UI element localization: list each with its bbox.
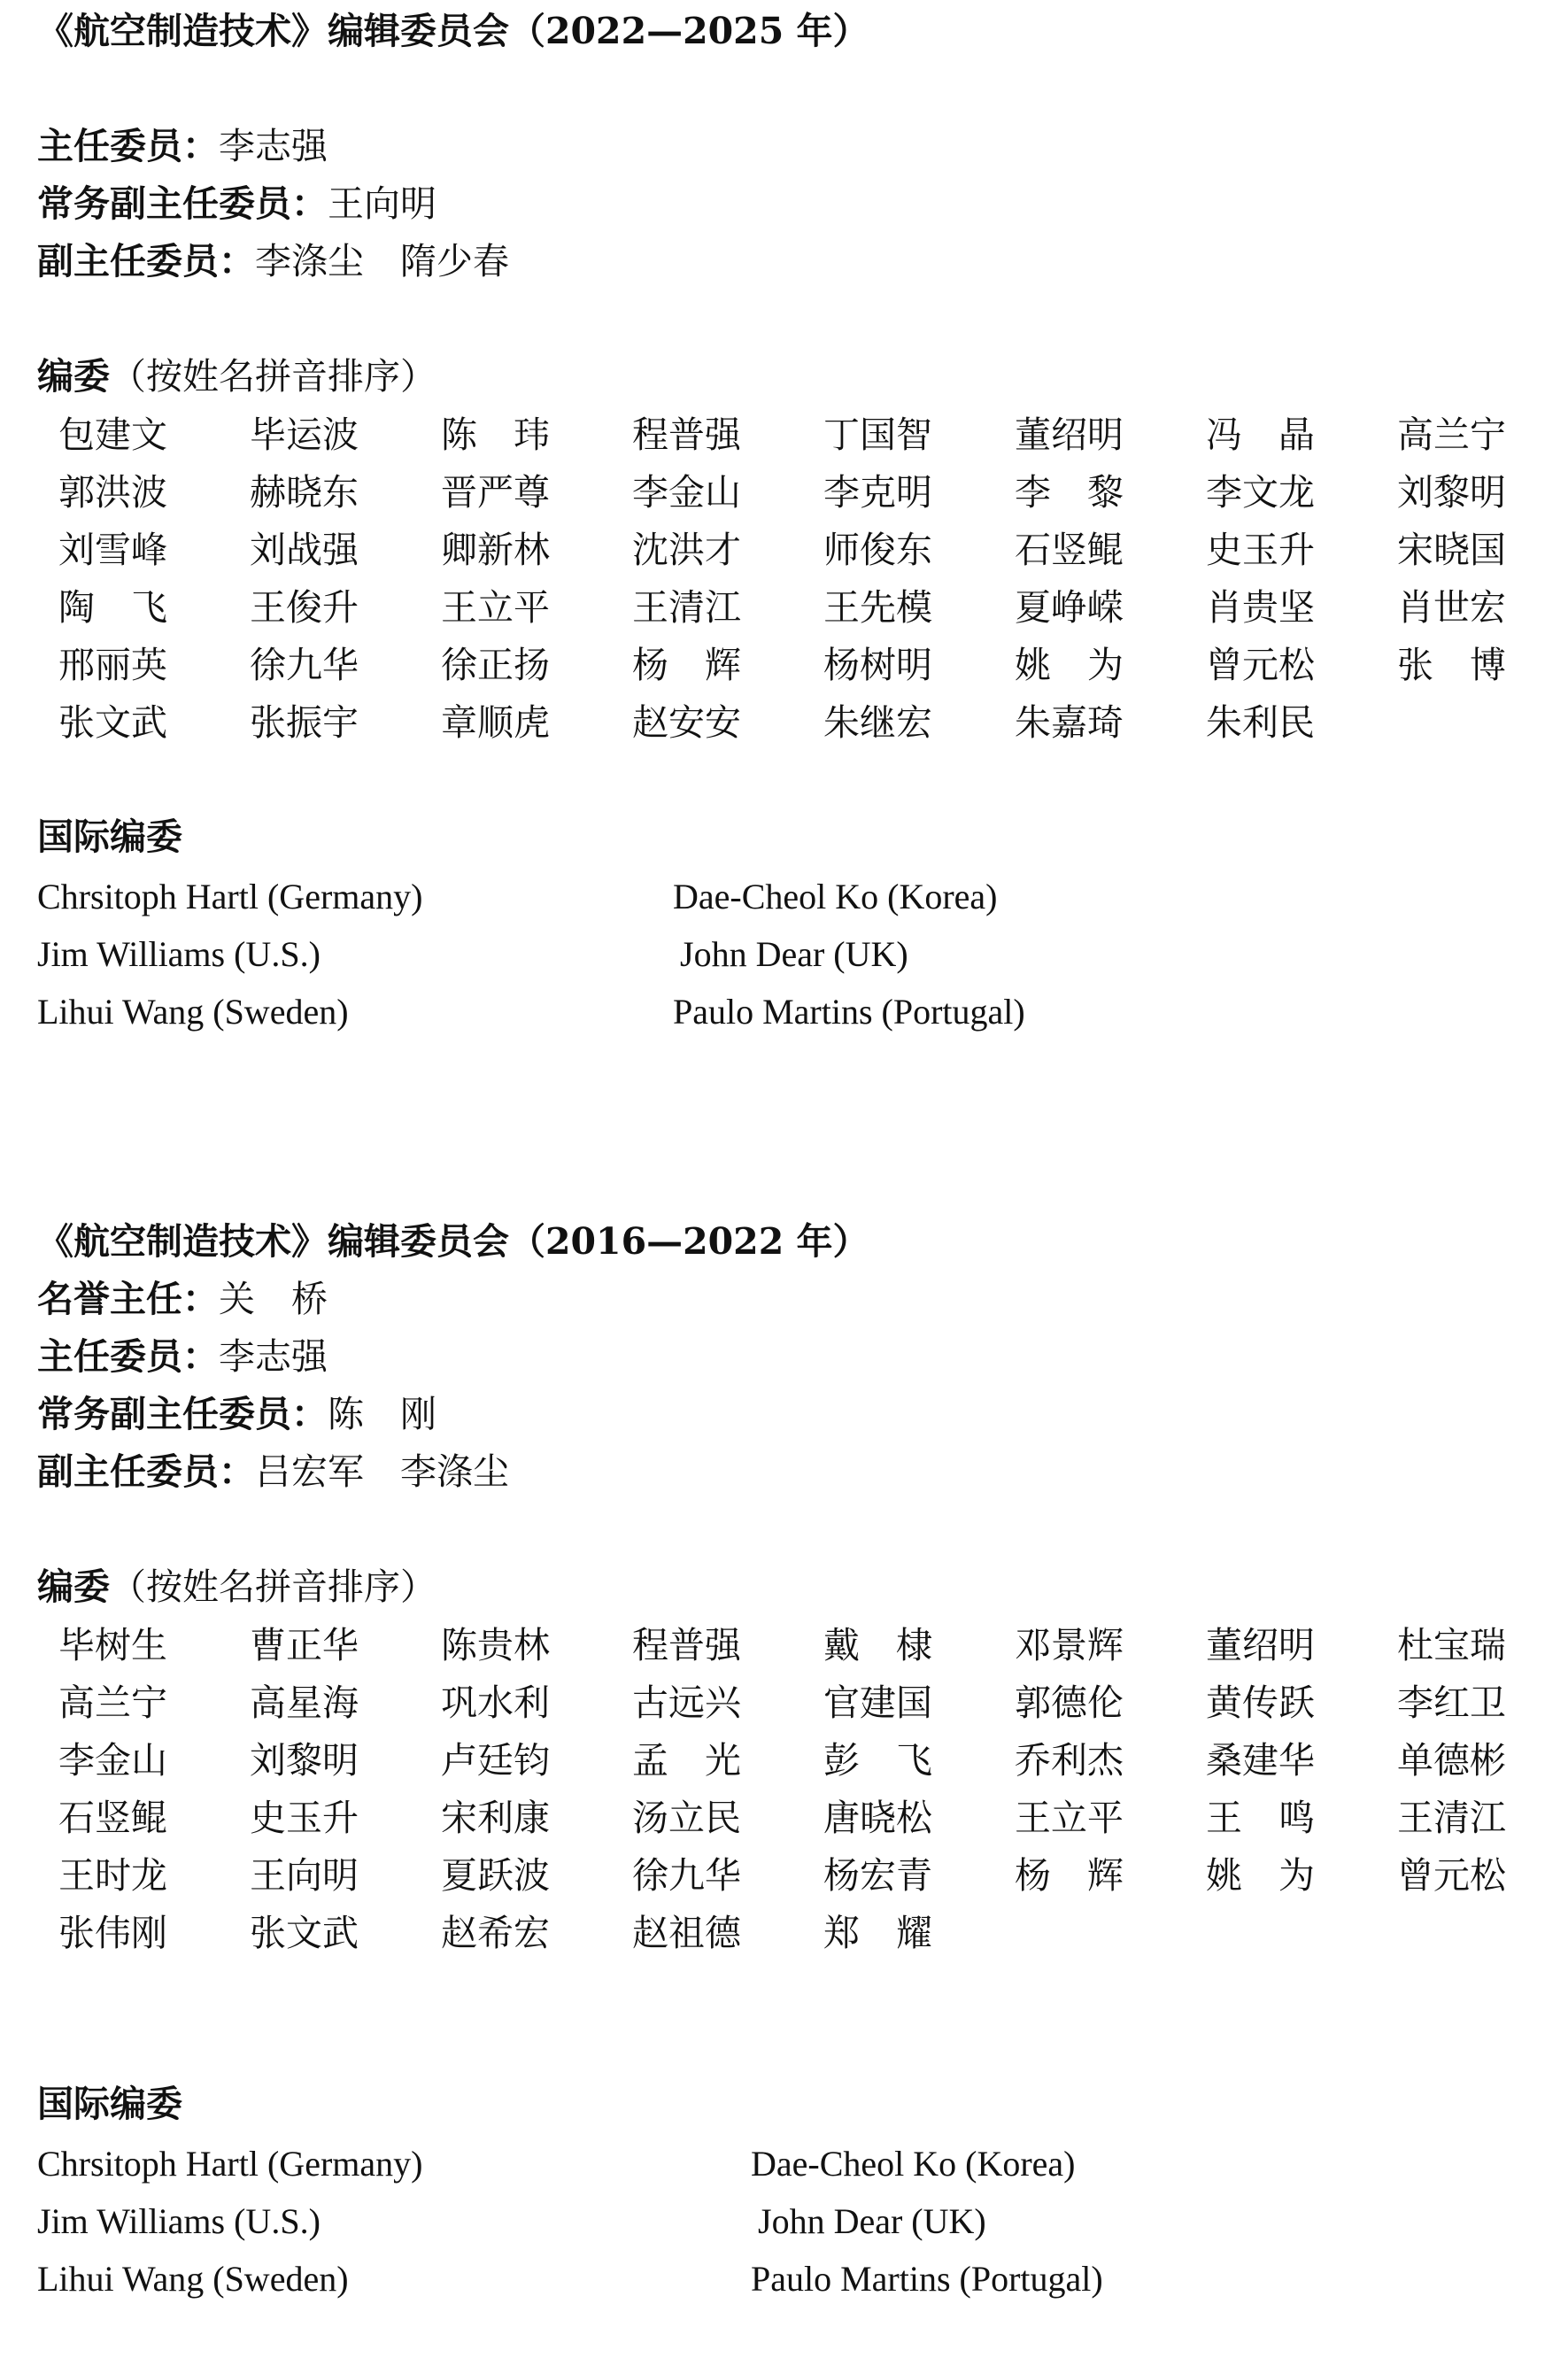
- role-value: 李志强: [219, 125, 328, 167]
- board-member: 朱嘉琦: [1015, 701, 1124, 744]
- intl-member: Paulo Martins (Portugal): [673, 992, 1025, 1032]
- board-member: 王 鸣: [1206, 1797, 1315, 1839]
- board-member: 晋严尊: [441, 471, 550, 514]
- board-member: 李克明: [823, 471, 932, 514]
- board-member: 史玉升: [250, 1797, 359, 1839]
- board-member: 陈 玮: [441, 414, 550, 456]
- intl-member: Jim Williams (U.S.): [37, 2201, 321, 2241]
- board-member: 高星海: [250, 1682, 359, 1724]
- role-label: 主任委员：: [37, 1335, 219, 1378]
- board-member: 戴 棣: [823, 1624, 932, 1666]
- section2-board-heading: [37, 1565, 436, 1609]
- board-note: （按姓名拼音排序）: [110, 355, 436, 398]
- board-member: 刘雪峰: [58, 529, 167, 571]
- role-value: 李涤尘 隋少春: [255, 240, 509, 282]
- intl-member: John Dear (UK): [758, 2201, 986, 2241]
- board-member: 乔利杰: [1015, 1739, 1124, 1782]
- board-member: 王俊升: [250, 586, 359, 629]
- board-member: 冯 晶: [1206, 414, 1315, 456]
- board-member: 刘战强: [250, 529, 359, 571]
- board-member: 张 博: [1397, 644, 1506, 686]
- section2-title: 《航空制造技术》编辑委员会（2016—2022 年）: [37, 1220, 869, 1263]
- section1-title: 《航空制造技术》编辑委员会（2022—2025 年）: [37, 10, 869, 52]
- board-label: 编委: [37, 355, 110, 398]
- board-label: 编委: [37, 1566, 110, 1608]
- intl-row: [37, 925, 908, 983]
- board-member: 肖贵坚: [1206, 586, 1315, 629]
- board-member: 邓景辉: [1015, 1624, 1124, 1666]
- board-member: 郭德伦: [1015, 1682, 1124, 1724]
- board-member: 沈洪才: [632, 529, 741, 571]
- board-member: 杜宝瑞: [1397, 1624, 1506, 1666]
- board-member: 王立平: [441, 586, 550, 629]
- board-member: 程普强: [632, 414, 741, 456]
- role-value: 关 桥: [219, 1278, 328, 1320]
- board-member: 杨 辉: [632, 644, 741, 686]
- board-member: 杨 辉: [1015, 1854, 1124, 1897]
- intl-row: [37, 2250, 1103, 2308]
- board-member: 毕树生: [58, 1624, 167, 1666]
- intl-member: Dae-Cheol Ko (Korea): [751, 2144, 1076, 2184]
- intl-member: Lihui Wang (Sweden): [37, 2259, 349, 2299]
- intl-row: [37, 2135, 1076, 2192]
- board-member: 朱继宏: [823, 701, 932, 744]
- board-member: 汤立民: [632, 1797, 741, 1839]
- board-member: 张文武: [250, 1912, 359, 1954]
- board-member: 姚 为: [1206, 1854, 1315, 1897]
- board-member: 董绍明: [1015, 414, 1124, 456]
- board-member: 陈贵林: [441, 1624, 550, 1666]
- role-label: 主任委员：: [37, 125, 219, 167]
- board-member: 高兰宁: [58, 1682, 167, 1724]
- section2-intl-heading: 国际编委: [37, 2083, 182, 2125]
- intl-row: [37, 2192, 986, 2250]
- board-member: 桑建华: [1206, 1739, 1315, 1782]
- board-member: 彭 飞: [823, 1739, 932, 1782]
- intl-member: John Dear (UK): [680, 934, 908, 974]
- section1-intl-heading: 国际编委: [37, 816, 182, 858]
- board-member: 王时龙: [58, 1854, 167, 1897]
- role-label: 常务副主任委员：: [37, 182, 328, 225]
- board-member: 杨宏青: [823, 1854, 932, 1897]
- role-value: 李志强: [219, 1335, 328, 1378]
- board-member: 孟 光: [632, 1739, 741, 1782]
- intl-member: Chrsitoph Hartl (Germany): [37, 2144, 423, 2184]
- board-member: 刘黎明: [250, 1739, 359, 1782]
- board-member: 包建文: [58, 414, 167, 456]
- role-label: 副主任委员：: [37, 240, 255, 282]
- board-member: 杨树明: [823, 644, 932, 686]
- section1-intl-list: [37, 868, 1025, 1040]
- role-value: 吕宏军 李涤尘: [255, 1450, 509, 1493]
- board-note: （按姓名拼音排序）: [110, 1566, 436, 1608]
- board-member: 王向明: [250, 1854, 359, 1897]
- board-member: 宋利康: [441, 1797, 550, 1839]
- board-member: 徐九华: [250, 644, 359, 686]
- role-label: 副主任委员：: [37, 1450, 255, 1493]
- section2-board-list: [58, 1617, 1568, 1962]
- board-member: 李文龙: [1206, 471, 1315, 514]
- section1-role-executive-deputy: [37, 182, 436, 226]
- board-member: 曹正华: [250, 1624, 359, 1666]
- board-member: 官建国: [823, 1682, 932, 1724]
- role-label: 常务副主任委员：: [37, 1393, 328, 1435]
- section1-role-director: [37, 124, 328, 168]
- board-member: 黄传跃: [1206, 1682, 1315, 1724]
- board-member: 石竖鲲: [1015, 529, 1124, 571]
- board-member: 石竖鲲: [58, 1797, 167, 1839]
- section1-role-deputy: [37, 239, 509, 283]
- board-member: 卢廷钧: [441, 1739, 550, 1782]
- board-member: 毕运波: [250, 414, 359, 456]
- board-member: 王先模: [823, 586, 932, 629]
- board-member: 赵希宏: [441, 1912, 550, 1954]
- board-member: 徐正扬: [441, 644, 550, 686]
- board-member: 邢丽英: [58, 644, 167, 686]
- board-member: 李金山: [58, 1739, 167, 1782]
- board-member: 张文武: [58, 701, 167, 744]
- section2-role-executive-deputy: [37, 1392, 436, 1436]
- board-member: 徐九华: [632, 1854, 741, 1897]
- board-member: 曾元松: [1206, 644, 1315, 686]
- intl-member: Lihui Wang (Sweden): [37, 992, 349, 1032]
- section2-role-deputy: [37, 1450, 509, 1494]
- board-member: 王清江: [1397, 1797, 1506, 1839]
- section2-role-director: [37, 1334, 328, 1379]
- intl-member: Jim Williams (U.S.): [37, 934, 321, 974]
- intl-member: Paulo Martins (Portugal): [751, 2259, 1103, 2299]
- board-member: 丁国智: [823, 414, 932, 456]
- board-member: 高兰宁: [1397, 414, 1506, 456]
- section1-board-heading: [37, 354, 436, 398]
- board-member: 卿新林: [441, 529, 550, 571]
- board-member: 宋晓国: [1397, 529, 1506, 571]
- board-member: 曾元松: [1397, 1854, 1506, 1897]
- board-member: 巩水利: [441, 1682, 550, 1724]
- section1-board-list: [58, 406, 1568, 752]
- board-member: 单德彬: [1397, 1739, 1506, 1782]
- board-member: 史玉升: [1206, 529, 1315, 571]
- board-member: 唐晓松: [823, 1797, 932, 1839]
- board-member: 李金山: [632, 471, 741, 514]
- role-value: 陈 刚: [328, 1393, 436, 1435]
- intl-row: [37, 868, 998, 925]
- board-member: 赵祖德: [632, 1912, 741, 1954]
- board-member: 姚 为: [1015, 644, 1124, 686]
- board-member: 章顺虎: [441, 701, 550, 744]
- board-member: 张伟刚: [58, 1912, 167, 1954]
- board-member: 夏峥嵘: [1015, 586, 1124, 629]
- role-label: 名誉主任：: [37, 1278, 219, 1320]
- board-member: 董绍明: [1206, 1624, 1315, 1666]
- intl-member: Chrsitoph Hartl (Germany): [37, 877, 423, 916]
- board-member: 郭洪波: [58, 471, 167, 514]
- section2-role-honorary: [37, 1277, 328, 1321]
- board-member: 师俊东: [823, 529, 932, 571]
- board-member: 李 黎: [1015, 471, 1124, 514]
- board-member: 古远兴: [632, 1682, 741, 1724]
- board-member: 陶 飞: [58, 586, 167, 629]
- role-value: 王向明: [328, 182, 436, 225]
- board-member: 张振宇: [250, 701, 359, 744]
- board-member: 夏跃波: [441, 1854, 550, 1897]
- intl-row: [37, 983, 1025, 1040]
- section2-intl-list: [37, 2135, 1103, 2308]
- board-member: 肖世宏: [1397, 586, 1506, 629]
- board-member: 刘黎明: [1397, 471, 1506, 514]
- board-member: 程普强: [632, 1624, 741, 1666]
- board-member: 王立平: [1015, 1797, 1124, 1839]
- board-member: 郑 耀: [823, 1912, 932, 1954]
- intl-member: Dae-Cheol Ko (Korea): [673, 877, 998, 916]
- board-member: 王清江: [632, 586, 741, 629]
- board-member: 李红卫: [1397, 1682, 1506, 1724]
- board-member: 朱利民: [1206, 701, 1315, 744]
- board-member: 赵安安: [632, 701, 741, 744]
- board-member: 赫晓东: [250, 471, 359, 514]
